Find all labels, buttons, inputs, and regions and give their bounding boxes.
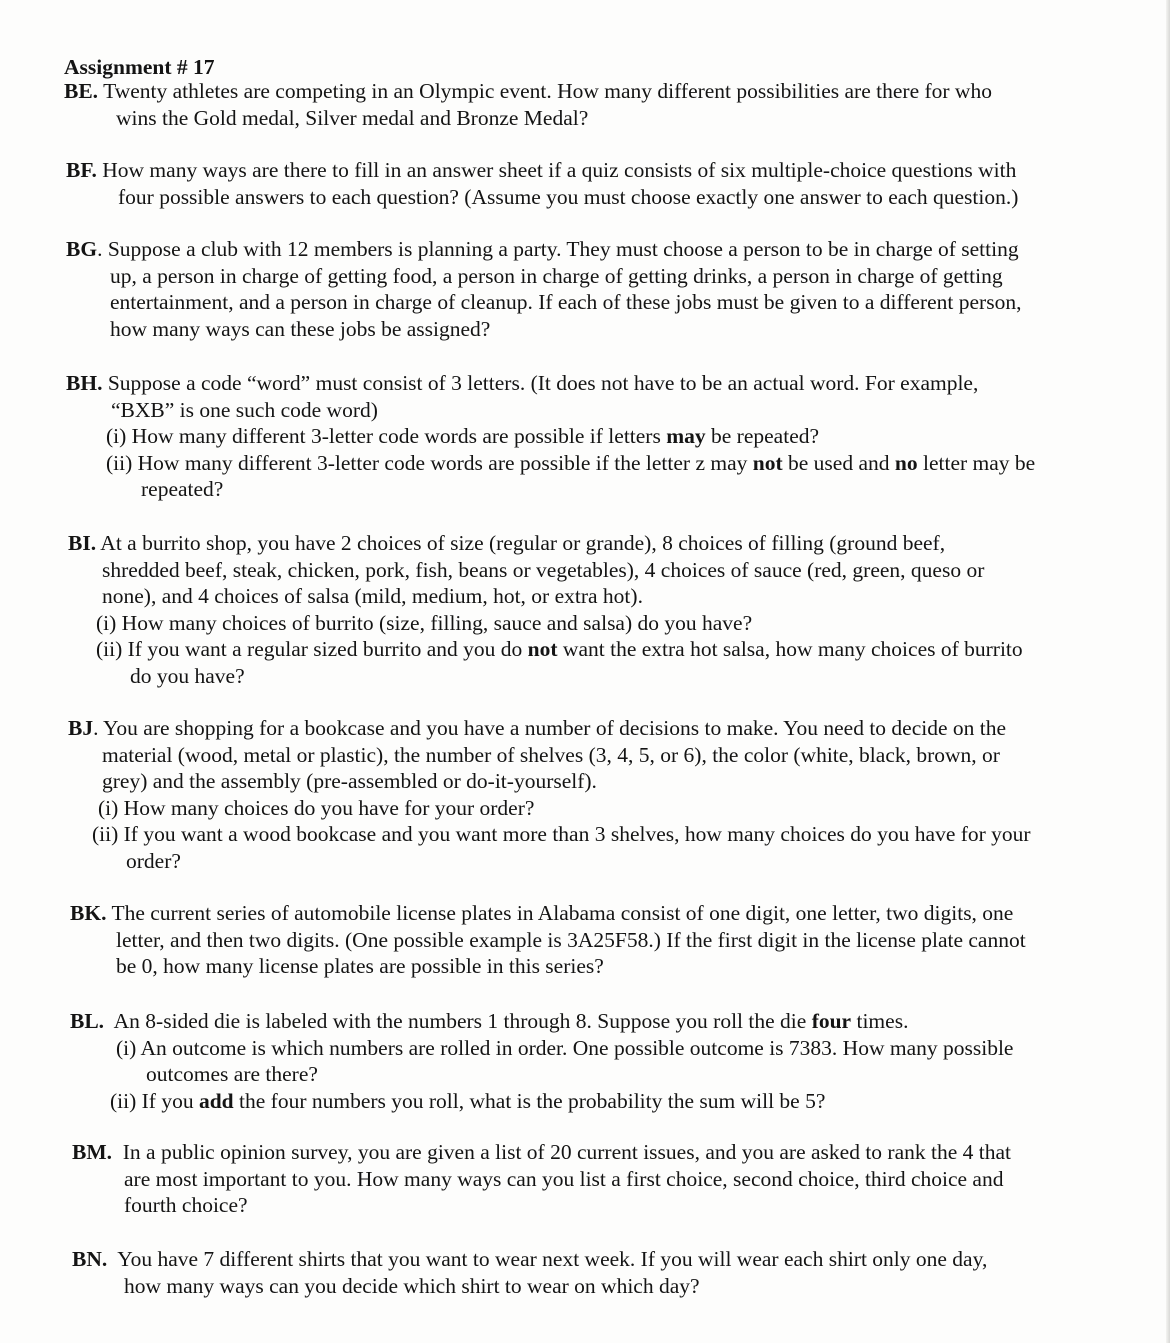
part-continuation: repeated? (141, 477, 224, 501)
question-part-ii (70, 1088, 1013, 1115)
question-line (66, 157, 1018, 184)
question-label: BN. (72, 1247, 108, 1271)
question-text: how many ways can you decide which shirt to wear on which day? (124, 1273, 700, 1298)
question-label: BL. (70, 1009, 105, 1033)
question-line (66, 370, 1035, 397)
question-text: entertainment, and a person in charge of cleanup. If each of these jobs must be given to a different person, (110, 290, 1022, 314)
question-part-i: (i) How many choices of burrito (size, filling, sauce and salsa) do you have? (96, 610, 753, 635)
part-text: want the extra hot salsa, how many choices of burrito (557, 637, 1023, 661)
question-label: BG (66, 237, 98, 261)
question-label: BE. (64, 79, 99, 103)
question-text: four possible answers to each question? (Assume you must choose exactly one answer to each question.) (118, 184, 1019, 209)
question-text: Suppose a code “word” must consist of 3 letters. (It does not have to be an actual word. For example, (107, 371, 979, 395)
question-text: up, a person in charge of getting food, a person in charge of getting drinks, a person in charge of getting (110, 263, 1003, 288)
question-part-ii (66, 450, 1035, 477)
question-bj (68, 715, 1031, 874)
question-part-ii: (ii) If you want a wood bookcase and you want more than 3 shelves, how many choices do you have for your (92, 822, 1031, 846)
question-text: material (wood, metal or plastic), the number of shelves (3, 4, 5, or 6), the color (white, black, brown, or (102, 742, 1000, 767)
page-edge-shadow (1166, 0, 1170, 1343)
question-be (64, 78, 992, 131)
assignment-title: Assignment # 17 (64, 55, 215, 79)
question-text: In a public opinion survey, you are given a list of 20 current issues, and you are asked to rank the 4 that (122, 1140, 1011, 1164)
question-text: “BXB” is one such code word) (111, 397, 378, 422)
part-bold-text: not (527, 637, 558, 661)
question-bk (70, 900, 1026, 980)
question-line (72, 1139, 1011, 1166)
question-text: wins the Gold medal, Silver medal and Bronze Medal? (116, 105, 589, 130)
part-text: be used and (782, 450, 895, 475)
question-text: . You are shopping for a bookcase and you have a number of decisions to make. You need to decide on the (93, 716, 1007, 740)
question-bold-text: four (811, 1009, 852, 1033)
part-continuation: order? (126, 848, 181, 873)
question-text: shredded beef, steak, chicken, pork, fish, beans or vegetables), 4 choices of sauce (red, green, queso or (102, 557, 985, 582)
question-text: letter, and then two digits. (One possible example is 3A25F58.) If the first digit in the license plate cannot (116, 927, 1026, 952)
part-text: be repeated? (705, 424, 820, 448)
question-label: BI. (68, 531, 97, 555)
part-text: the four numbers you roll, what is the probability the sum will be 5? (233, 1088, 826, 1113)
question-label: BF. (66, 158, 97, 182)
question-text: How many ways are there to fill in an answer sheet if a quiz consists of six multiple-choice questions with (102, 158, 1017, 182)
part-bold-text: add (198, 1088, 234, 1113)
part-bold-text: may (666, 424, 706, 448)
question-bm (72, 1139, 1011, 1219)
question-bl (70, 1008, 1013, 1114)
part-text: (i) How many different 3-letter code words are possible if letters (106, 424, 667, 448)
question-label: BH. (66, 371, 103, 395)
part-continuation: outcomes are there? (146, 1062, 318, 1086)
question-text: At a burrito shop, you have 2 choices of size (regular or grande), 8 choices of filling (ground beef, (100, 531, 946, 555)
question-text: You have 7 different shirts that you want to wear next week. If you will wear each shirt only one day, (117, 1247, 988, 1271)
question-bg (66, 236, 1021, 342)
question-part-ii (68, 636, 1023, 663)
question-label: BM. (72, 1140, 113, 1164)
part-bold-text: not (752, 450, 783, 475)
question-part-i: (i) How many choices do you have for your order? (98, 795, 535, 820)
question-text: Twenty athletes are competing in an Olympic event. How many different possibilities are there for who (103, 79, 992, 103)
question-bi (68, 530, 1023, 689)
question-line (64, 78, 992, 105)
question-line (66, 236, 1021, 263)
question-line (68, 530, 1023, 557)
question-line (68, 715, 1031, 742)
question-text: fourth choice? (124, 1193, 248, 1217)
part-bold-text: no (894, 450, 918, 475)
question-label: BJ (68, 716, 94, 740)
question-text: . Suppose a club with 12 members is planning a party. They must choose a person to be in charge of setting (97, 237, 1019, 261)
question-line (72, 1246, 987, 1273)
question-bh (66, 370, 1035, 503)
question-bf (66, 157, 1018, 210)
question-bn (72, 1246, 987, 1299)
part-text: (ii) How many different 3-letter code words are possible if the letter z may (106, 450, 753, 475)
question-part-i: (i) An outcome is which numbers are rolled in order. One possible outcome is 7383. How many possible (116, 1035, 1014, 1060)
question-text: are most important to you. How many ways can you list a first choice, second choice, third choice and (124, 1166, 1004, 1191)
question-line (70, 1008, 1013, 1035)
question-part-i (66, 423, 1035, 450)
question-text: The current series of automobile license plates in Alabama consist of one digit, one letter, two digits, one (111, 901, 1014, 925)
question-text: none), and 4 choices of salsa (mild, medium, hot, or extra hot). (102, 584, 643, 608)
question-text: grey) and the assembly (pre-assembled or do-it-yourself). (102, 769, 597, 793)
question-text: be 0, how many license plates are possible in this series? (116, 954, 604, 978)
part-continuation: do you have? (130, 663, 245, 688)
part-text: (ii) If you (110, 1088, 199, 1113)
question-text: An 8-sided die is labeled with the numbers 1 through 8. Suppose you roll the die (113, 1009, 812, 1033)
question-line (70, 900, 1026, 927)
question-label: BK. (70, 901, 107, 925)
question-text: times. (851, 1009, 909, 1033)
part-text: (ii) If you want a regular sized burrito and you do (96, 637, 528, 661)
part-text: letter may be (917, 450, 1036, 475)
question-text: how many ways can these jobs be assigned? (110, 316, 491, 341)
